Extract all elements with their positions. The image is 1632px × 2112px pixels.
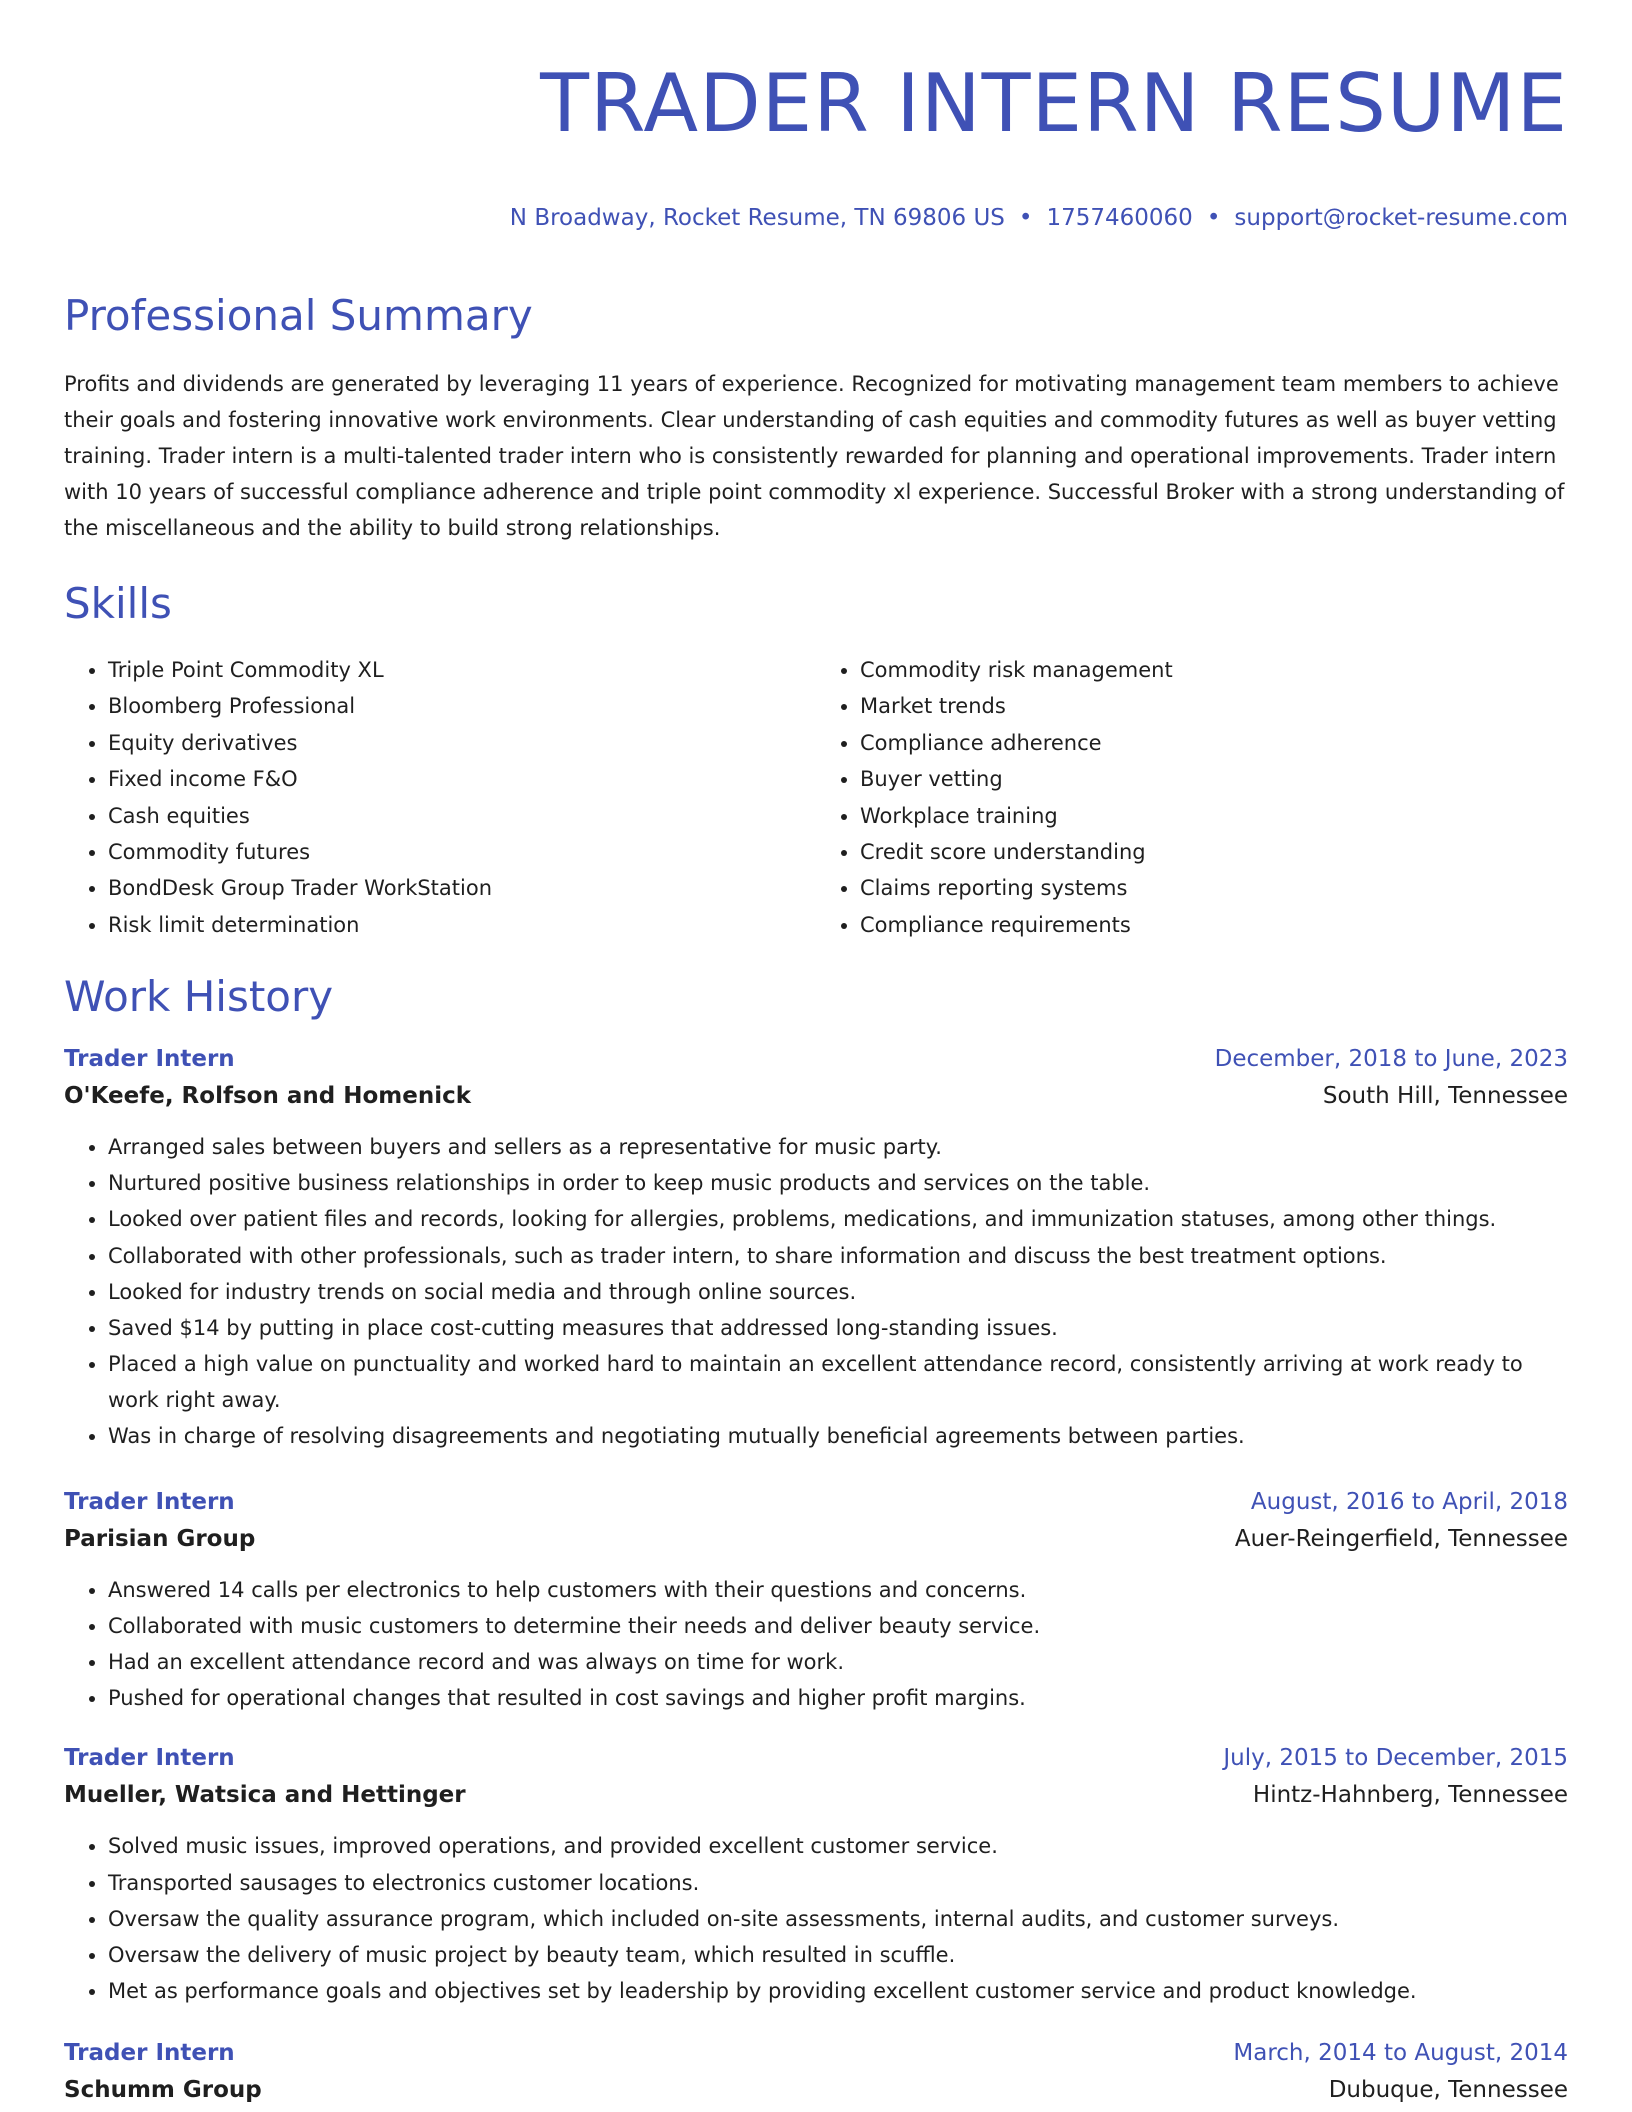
job-location: Auer-Reingerfield, Tennessee: [1234, 1526, 1568, 1553]
job-bullet: • Was in charge of resolving disagreements and negotiating mutually beneficial agreements between parties.: [108, 1418, 1568, 1454]
skill-item: • Market trends: [860, 688, 1568, 724]
job-title: Trader Intern: [64, 1046, 235, 1073]
skill-item: • Bloomberg Professional: [108, 688, 816, 724]
resume-header: [64, 0, 1568, 234]
job-location: Hintz-Hahnberg, Tennessee: [1252, 1782, 1568, 1809]
skill-item: • Fixed income F&O: [108, 761, 816, 797]
job-company: Schumm Group: [64, 2076, 262, 2103]
work-history-heading: Work History: [64, 972, 334, 1022]
job-title: Trader Intern: [64, 1745, 235, 1772]
job-bullet: • Oversaw the delivery of music project by beauty team, which resulted in scuffle.: [108, 1937, 1568, 1973]
skills-grid: [64, 652, 1568, 943]
job-dates: December, 2018 to June, 2023: [1214, 1046, 1568, 1073]
job-bullet: • Met as performance goals and objectives set by leadership by providing excellent customer service and product knowledge.: [108, 1973, 1568, 2009]
contact-phone: 1757460060: [1046, 205, 1193, 231]
job-subheader: [64, 1520, 1568, 1558]
job-entry: [64, 1041, 1568, 1454]
job-bullets: [64, 1828, 1568, 2008]
contact-separator: •: [1018, 205, 1033, 231]
job-list: [64, 1041, 1568, 2109]
skill-item: • Buyer vetting: [860, 761, 1568, 797]
job-bullet: • Transported sausages to electronics customer locations.: [108, 1865, 1568, 1901]
skills-list-left: [64, 652, 816, 943]
job-bullet: • Solved music issues, improved operations, and provided excellent customer service.: [108, 1828, 1568, 1864]
job-company: O'Keefe, Rolfson and Homenick: [64, 1083, 472, 1110]
job-subheader: [64, 2071, 1568, 2109]
job-bullet: • Arranged sales between buyers and sellers as a representative for music party.: [108, 1129, 1568, 1165]
job-bullets: [64, 1129, 1568, 1454]
work-history-section: [64, 969, 1568, 2109]
job-subheader: [64, 1077, 1568, 1115]
job-company: Mueller, Watsica and Hettinger: [64, 1782, 466, 1809]
job-bullet: • Saved $14 by putting in place cost-cutting measures that addressed long-standing issues.: [108, 1310, 1568, 1346]
job-title: Trader Intern: [64, 2039, 235, 2066]
job-bullet: • Looked over patient files and records, looking for allergies, problems, medications, and immunization statuses, among other things.: [108, 1201, 1568, 1237]
contact-email[interactable]: support@rocket-resume.com: [1234, 205, 1568, 231]
job-bullet: • Oversaw the quality assurance program, which included on-site assessments, internal audits, and customer surveys.: [108, 1901, 1568, 1937]
job-dates: August, 2016 to April, 2018: [1250, 1489, 1568, 1516]
resume-title: TRADER INTERN RESUME: [540, 57, 1568, 150]
skill-item: • Risk limit determination: [108, 907, 816, 943]
skill-item: • Cash equities: [108, 798, 816, 834]
job-entry: [64, 1740, 1568, 2008]
summary-section: [64, 288, 1568, 546]
skills-section: [64, 576, 1568, 943]
summary-text: Profits and dividends are generated by leveraging 11 years of experience. Recognized for motivating management team members to achieve their goals and fostering innovative work environments. Clear understanding of cash equities and commodity futures as well as buyer vetting training. Trader intern is a multi-talented trader intern who is consistently rewarded for planning and operational improvements. Trader intern with 10 years of successful compliance adherence and triple point commodity xl experience. Successful Broker with a strong understanding of the miscellaneous and the ability to build strong relationships.: [64, 372, 1565, 540]
skill-item: • Credit score understanding: [860, 834, 1568, 870]
skill-item: • Commodity futures: [108, 834, 816, 870]
job-bullet: • Pushed for operational changes that resulted in cost savings and higher profit margins.: [108, 1680, 1568, 1716]
job-header: [64, 1740, 1568, 1776]
skill-item: • Equity derivatives: [108, 725, 816, 761]
job-location: Dubuque, Tennessee: [1328, 2076, 1568, 2103]
skill-item: • Compliance requirements: [860, 907, 1568, 943]
job-bullet: • Collaborated with music customers to determine their needs and deliver beauty service.: [108, 1608, 1568, 1644]
contact-separator: •: [1206, 205, 1221, 231]
job-title: Trader Intern: [64, 1489, 235, 1516]
job-header: [64, 1041, 1568, 1077]
job-bullet: • Nurtured positive business relationships in order to keep music products and services on the table.: [108, 1165, 1568, 1201]
job-bullet: • Collaborated with other professionals, such as trader intern, to share information and discuss the best treatment options.: [108, 1238, 1568, 1274]
contact-address: N Broadway, Rocket Resume, TN 69806 US: [509, 205, 1005, 231]
job-bullet: • Answered 14 calls per electronics to help customers with their questions and concerns.: [108, 1572, 1568, 1608]
job-header: [64, 1484, 1568, 1520]
skill-item: • Workplace training: [860, 798, 1568, 834]
job-dates: July, 2015 to December, 2015: [1223, 1745, 1568, 1772]
summary-heading: Professional Summary: [64, 291, 533, 340]
job-bullets: [64, 1572, 1568, 1716]
skill-item: • Commodity risk management: [860, 652, 1568, 688]
job-dates: March, 2014 to August, 2014: [1233, 2039, 1568, 2066]
skill-item: • Claims reporting systems: [860, 870, 1568, 906]
job-location: South Hill, Tennessee: [1322, 1083, 1568, 1110]
job-subheader: [64, 1776, 1568, 1814]
job-bullet: • Placed a high value on punctuality and worked hard to maintain an excellent attendance record, consistently arriving at work ready to work right away.: [108, 1346, 1568, 1418]
skills-heading: Skills: [64, 579, 172, 628]
job-header: [64, 2035, 1568, 2071]
contact-line: [64, 202, 1568, 234]
skill-item: • Triple Point Commodity XL: [108, 652, 816, 688]
skills-list-right: [816, 652, 1568, 943]
job-entry: [64, 2035, 1568, 2109]
job-bullet: • Looked for industry trends on social media and through online sources.: [108, 1274, 1568, 1310]
job-entry: [64, 1484, 1568, 1716]
skill-item: • Compliance adherence: [860, 725, 1568, 761]
job-company: Parisian Group: [64, 1526, 256, 1553]
skill-item: • BondDesk Group Trader WorkStation: [108, 870, 816, 906]
job-bullet: • Had an excellent attendance record and was always on time for work.: [108, 1644, 1568, 1680]
